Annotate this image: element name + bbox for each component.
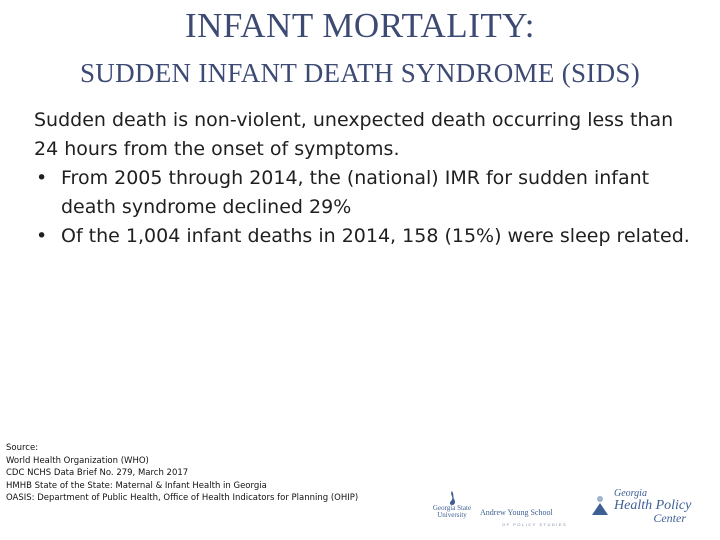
ghpc-mark-icon [590, 494, 610, 516]
source-item: OASIS: Department of Public Health, Office of Health Indicators for Planning (OHIP) [6, 493, 359, 504]
ghpc-line-2: Health Policy [614, 498, 692, 513]
bullet-item [34, 222, 694, 251]
source-item: CDC NCHS Data Brief No. 279, March 2017 [6, 468, 189, 479]
intro-text: Sudden death is non-violent, unexpected death occurring less than 24 hours from the onset of symptoms. [34, 109, 674, 160]
bullet-text: Of the 1,004 infant deaths in 2014, 158 (15%) were sleep related. [61, 225, 690, 247]
source-item: World Health Organization (WHO) [6, 455, 149, 466]
title-main: INFANT MORTALITY: [184, 6, 536, 45]
ays-logo-sub: OF POLICY STUDIES [502, 522, 568, 527]
bullet-icon: • [36, 167, 48, 189]
footer-logos [430, 490, 720, 540]
ghpc-logo [614, 488, 720, 524]
slide-title [0, 6, 720, 90]
ghpc-line-3: Center [653, 511, 686, 525]
source-item: HMHB State of the State: Maternal & Infant Health in Georgia [6, 480, 267, 491]
bullet-icon: • [36, 225, 48, 247]
slide-body [34, 106, 694, 251]
bullet-text: From 2005 through 2014, the (national) IMR for sudden infant death syndrome declined 29% [61, 167, 650, 218]
sources-block [6, 442, 406, 505]
bullet-item [34, 164, 694, 222]
gsu-name: Georgia State [432, 504, 472, 512]
ays-logo-name: Andrew Young School [480, 508, 553, 517]
sources-heading: Source: [6, 443, 39, 453]
title-subtitle: SUDDEN INFANT DEATH SYNDROME (SIDS) [79, 58, 641, 88]
ghpc-line-1: Georgia [614, 488, 647, 499]
bullet-list [34, 164, 694, 251]
gsu-logo [430, 490, 474, 530]
gsu-subname: University [437, 511, 467, 519]
